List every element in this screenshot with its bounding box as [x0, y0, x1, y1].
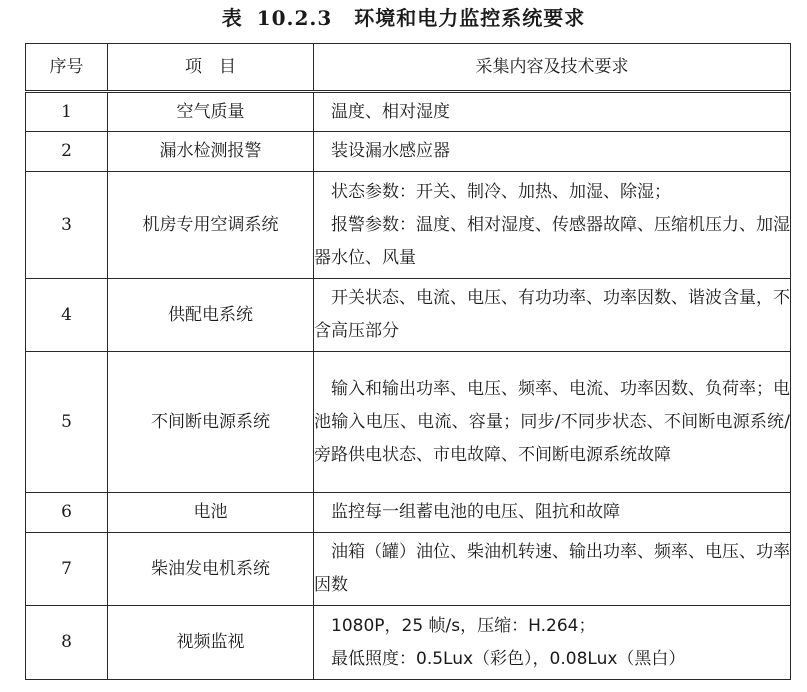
row-item: 机房专用空调系统: [108, 172, 314, 279]
row-requirement: [314, 279, 791, 352]
row-requirement: [314, 352, 791, 493]
row-item: 漏水检测报警: [108, 132, 314, 172]
row-requirement: [314, 92, 791, 132]
table-row: [26, 92, 791, 132]
table-header-row: [26, 44, 791, 92]
row-number: 6: [26, 493, 108, 533]
row-number: 2: [26, 132, 108, 172]
requirement-line: 1080P，25 帧/s，压缩：H.264；: [331, 615, 596, 636]
row-number: 4: [26, 279, 108, 352]
table-row: [26, 172, 791, 279]
row-requirement: [314, 172, 791, 279]
table-row: [26, 493, 791, 533]
row-number: 7: [26, 533, 108, 606]
table-title: [0, 4, 807, 32]
row-number: 3: [26, 172, 108, 279]
row-number: 8: [26, 606, 108, 680]
header-no: 序号: [26, 44, 108, 92]
requirement-line: 开关状态、电流、电压、有功功率、功率因数、谐波含量，不含高压部分: [314, 288, 790, 341]
row-requirement: [314, 606, 791, 680]
table-row: [26, 606, 791, 680]
row-item: 不间断电源系统: [108, 352, 314, 493]
table-row: [26, 279, 791, 352]
table-row: [26, 132, 791, 172]
monitoring-requirements-table: [25, 43, 791, 680]
row-number: 1: [26, 92, 108, 132]
table-header: [26, 44, 791, 92]
requirement-line: 输入和输出功率、电压、频率、电流、功率因数、负荷率；电池输入电压、电流、容量；同步/不同步状态、不间断电源系统/旁路供电状态、市电故障、不间断电源系统故障: [314, 378, 790, 465]
table-body: [26, 92, 791, 680]
header-item: 项 目: [108, 44, 314, 92]
table-title-prefix: 表: [221, 6, 243, 30]
table-row: [26, 352, 791, 493]
table-title-text: 环境和电力监控系统要求: [354, 6, 586, 30]
requirement-line: 装设漏水感应器: [331, 141, 450, 161]
table-title-number: 10.2.3: [256, 6, 333, 30]
row-number: 5: [26, 352, 108, 493]
table-row: [26, 533, 791, 606]
row-item: 柴油发电机系统: [108, 533, 314, 606]
row-item: 空气质量: [108, 92, 314, 132]
row-requirement: [314, 533, 791, 606]
requirement-line: 最低照度：0.5Lux（彩色），0.08Lux（黑白）: [331, 648, 686, 669]
row-item: 电池: [108, 493, 314, 533]
row-item: 视频监视: [108, 606, 314, 680]
requirement-line: 报警参数：温度、相对湿度、传感器故障、压缩机压力、加湿器水位、风量: [314, 214, 790, 268]
requirement-line: 温度、相对湿度: [331, 101, 450, 122]
requirement-line: 油箱（罐）油位、柴油机转速、输出功率、频率、电压、功率因数: [314, 542, 790, 595]
requirement-line: 状态参数：开关、制冷、加热、加湿、除湿；: [331, 181, 671, 202]
header-requirement: 采集内容及技术要求: [314, 44, 791, 92]
requirement-line: 监控每一组蓄电池的电压、阻抗和故障: [331, 502, 620, 522]
row-requirement: [314, 493, 791, 533]
row-requirement: [314, 132, 791, 172]
row-item: 供配电系统: [108, 279, 314, 352]
